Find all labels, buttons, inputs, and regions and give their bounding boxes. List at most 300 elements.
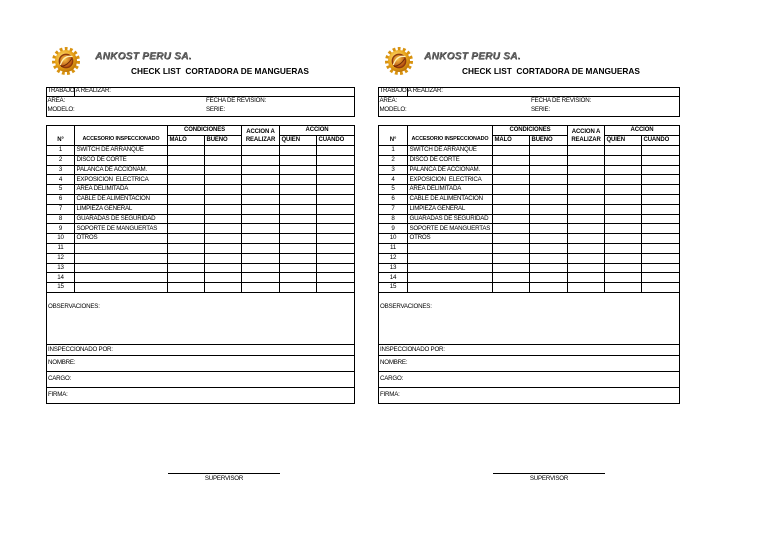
observaciones-label: OBSERVACIONES: [380,303,432,310]
row-item [408,215,493,225]
row-num-text: 12 [389,254,397,262]
cell-malo [493,166,530,176]
cell-malo [493,254,530,264]
cell-malo [168,244,205,254]
company-logo-graphic [49,46,83,76]
row-item [75,254,168,264]
row-num [46,215,75,225]
row-item-text: EXPOSICION ELECTRICA [409,175,482,183]
header-cuando [642,136,680,147]
cell-cuando [317,234,355,244]
cell-accion-realizar [568,273,605,283]
row-num [378,175,408,185]
cell-quien [605,156,642,166]
cell-quien [280,224,317,234]
table-row [378,156,680,166]
inspection-table [46,125,355,293]
table-row [378,224,680,234]
cell-cuando [317,215,355,225]
cell-malo [168,146,205,156]
header-num-text: N° [57,137,64,143]
table-row [46,185,355,195]
nombre-row [46,356,355,372]
cell-cuando [642,273,680,283]
cell-bueno [530,215,568,225]
header-bueno-text: BUENO [206,137,228,144]
row-item [75,185,168,195]
cell-cuando [317,156,355,166]
header-accesorio [75,125,168,146]
row-item-text: SWITCH DE ARRANQUE [409,146,477,154]
cell-cuando [317,195,355,205]
cell-quien [280,244,317,254]
header-quien-text: QUIEN [281,137,300,144]
row-num [46,185,75,195]
table-row [46,264,355,274]
cell-quien [280,166,317,176]
row-num [378,205,408,215]
row-item [75,215,168,225]
row-num [378,166,408,176]
table-row [46,156,355,166]
cell-accion-realizar [568,146,605,156]
row-item [75,234,168,244]
row-num-text: 14 [389,273,397,281]
cell-bueno [205,185,242,195]
row-num-text: 10 [57,234,64,242]
row-item-text: DISCO DE CORTE [409,156,460,164]
cell-quien [280,195,317,205]
row-num-text: 6 [58,195,63,203]
row-num [46,283,75,293]
row-item-text: OTROS [76,234,98,242]
table-row [378,185,680,195]
area-label: AREA: [379,96,397,104]
cell-malo [168,195,205,205]
row-item [408,244,493,254]
cell-bueno [530,195,568,205]
observaciones-box [378,293,680,345]
row-item [408,185,493,195]
supervisor-signature-line [493,473,605,474]
row-num [378,273,408,283]
row-item [408,205,493,215]
row-num-text: 5 [58,185,63,193]
cell-accion-realizar [568,264,605,274]
header-accesorio-text: ACCESORIO INSPECCIONADO [82,136,160,143]
row-item [408,254,493,264]
serie-label: SERIE: [206,106,225,113]
cell-malo [168,185,205,195]
cell-malo [493,283,530,293]
cell-cuando [642,224,680,234]
cell-cuando [642,205,680,215]
cell-malo [493,234,530,244]
table-row [46,166,355,176]
row-item-text: AREA DELIMITADA [409,185,462,193]
cell-malo [493,185,530,195]
company-logo [49,46,83,76]
cell-accion-realizar [568,215,605,225]
table-row [378,146,680,156]
cell-quien [605,215,642,225]
header-accesorio-text: ACCESORIO INSPECCIONADO [411,136,489,143]
header-accion-text: ACCION [630,127,654,134]
observaciones-label: OBSERVACIONES: [48,303,100,310]
header-accion [605,125,680,136]
firma-row [46,388,355,404]
cell-accion-realizar [242,273,280,283]
cell-quien [280,254,317,264]
header-cuando-text: CUANDO [318,137,345,144]
row-num-text: 10 [389,234,397,242]
company-logo-graphic [382,46,416,76]
cell-cuando [642,264,680,274]
row-num-text: 4 [391,175,395,183]
cell-accion-realizar [242,195,280,205]
observaciones-box [46,293,355,345]
row-num-text: 7 [58,205,63,213]
cell-quien [280,273,317,283]
cell-malo [168,175,205,185]
inspeccionado-row [378,345,680,356]
table-row [378,244,680,254]
row-num [46,254,75,264]
row-item-text: PALANCA DE ACCIONAM. [76,165,147,173]
cell-quien [280,264,317,274]
row-num-text: 1 [391,146,395,154]
row-num-text: 8 [391,214,395,222]
row-num-text: 4 [58,175,63,183]
cell-accion-realizar [242,156,280,166]
cell-accion-realizar [242,234,280,244]
row-num [46,264,75,274]
cell-quien [605,166,642,176]
cell-bueno [205,166,242,176]
cell-bueno [205,205,242,215]
table-row [378,273,680,283]
row-item-text: LIMPIEZA GENERAL [76,205,133,213]
header-malo-text: MALO [494,137,512,144]
row-item-text: LIMPIEZA GENERAL [409,205,466,213]
cell-malo [493,175,530,185]
row-item [75,146,168,156]
cell-accion-realizar [568,224,605,234]
inspeccionado-label: INSPECCIONADO POR: [380,345,445,353]
header-quien [605,136,642,147]
cell-cuando [642,244,680,254]
row-item-text: OTROS [409,234,431,242]
row-num [378,264,408,274]
row-item [408,175,493,185]
table-row [378,264,680,274]
cell-accion-realizar [568,283,605,293]
cell-bueno [205,264,242,274]
row-item-text: SOPORTE DE MANGUERTAS [409,224,491,232]
info-box [378,87,680,117]
supervisor-label: SUPERVISOR [529,475,569,482]
cell-malo [168,156,205,166]
cell-bueno [530,273,568,283]
row-num [46,195,75,205]
table-row [46,175,355,185]
cell-bueno [205,195,242,205]
header-condiciones-text: CONDICIONES [183,127,226,134]
cell-quien [280,234,317,244]
header-malo [168,136,205,147]
row-item [75,195,168,205]
header-accion [280,125,355,136]
row-num-text: 14 [57,273,64,281]
cell-malo [493,244,530,254]
cell-bueno [530,205,568,215]
header-accion-text: ACCION [305,127,329,134]
cell-cuando [317,273,355,283]
cell-malo [493,215,530,225]
row-item [75,224,168,234]
cell-malo [493,224,530,234]
row-num [46,224,75,234]
cell-cuando [642,156,680,166]
table-row [46,224,355,234]
cell-cuando [642,185,680,195]
cell-quien [280,283,317,293]
row-num [378,224,408,234]
cell-accion-realizar [242,175,280,185]
cell-quien [280,205,317,215]
header-bueno [205,136,242,147]
header-cuando [317,136,355,147]
cell-bueno [530,146,568,156]
row-num [378,146,408,156]
info-row-divider [47,96,354,97]
cell-accion-realizar [242,283,280,293]
cell-accion-realizar [568,156,605,166]
supervisor-label: SUPERVISOR [204,475,244,482]
cell-quien [280,175,317,185]
header-bueno-text: BUENO [531,137,553,144]
row-num-text: 5 [391,185,395,193]
nombre-row [378,356,680,372]
header-num [46,125,75,146]
cell-accion-realizar [242,264,280,274]
cell-cuando [642,215,680,225]
row-num [46,273,75,283]
inspeccionado-row [46,345,355,356]
cell-cuando [317,264,355,274]
cell-cuando [317,244,355,254]
modelo-label: MODELO: [379,106,407,113]
cell-cuando [317,166,355,176]
trabajo-label: TRABAJO A REALIZAR: [47,87,111,94]
cell-accion-realizar [568,175,605,185]
row-num-text: 2 [391,156,395,164]
row-num-text: 8 [58,214,63,222]
row-item [75,166,168,176]
cell-cuando [642,146,680,156]
table-row [46,146,355,156]
header-accion-realizar [242,125,280,146]
row-num-text: 1 [58,146,63,154]
cell-malo [493,195,530,205]
cell-quien [605,273,642,283]
cell-quien [605,175,642,185]
table-row [378,234,680,244]
cargo-label: CARGO: [380,375,404,383]
cell-bueno [530,283,568,293]
table-row [378,175,680,185]
row-item [408,234,493,244]
info-row-divider [379,96,679,97]
supervisor-signature-line [168,473,280,474]
row-num [378,185,408,195]
row-item [75,156,168,166]
form-title: CHECK LIST CORTADORA DE MANGUERAS [131,66,309,76]
cell-bueno [205,254,242,264]
cell-accion-realizar [568,195,605,205]
cell-malo [168,264,205,274]
firma-label: FIRMA: [48,391,68,399]
row-num [378,156,408,166]
table-row [378,215,680,225]
table-row [378,166,680,176]
cell-malo [493,264,530,274]
info-box [46,87,355,117]
checklist-form-left [46,0,355,543]
header-bueno [530,136,568,147]
row-item-text: CABLE DE ALIMENTACION [76,195,150,203]
row-num-text: 15 [57,283,64,291]
cell-malo [168,205,205,215]
cell-bueno [205,273,242,283]
row-num-text: 9 [391,224,395,232]
table-row [46,205,355,215]
header-cuando-text: CUANDO [643,137,670,144]
modelo-label: MODELO: [47,106,75,113]
header-accesorio [408,125,493,146]
cell-cuando [642,234,680,244]
cell-bueno [205,156,242,166]
cell-cuando [642,254,680,264]
cell-quien [605,205,642,215]
row-num-text: 3 [391,165,395,173]
header-quien [280,136,317,147]
table-row [46,273,355,283]
cell-accion-realizar [568,205,605,215]
header-num-text: N° [389,137,397,143]
header-num [378,125,408,146]
cell-accion-realizar [242,146,280,156]
cell-bueno [205,234,242,244]
checklist-form-right [378,0,680,543]
header-condiciones [493,125,568,136]
row-num [378,195,408,205]
cargo-label: CARGO: [48,375,72,383]
company-name: ANKOST PERU SA. [424,51,521,62]
fecha-revision-label: FECHA DE REVISION: [531,96,591,104]
serie-label: SERIE: [531,106,550,113]
cell-bueno [530,234,568,244]
row-num-text: 7 [391,205,395,213]
row-item [408,146,493,156]
cell-cuando [642,166,680,176]
row-num-text: 13 [57,263,64,271]
row-item [75,175,168,185]
cell-bueno [530,264,568,274]
header-quien-text: QUIEN [606,137,625,144]
cell-malo [493,146,530,156]
nombre-label: NOMBRE: [48,359,76,367]
cell-bueno [530,175,568,185]
cell-cuando [642,283,680,293]
row-item [75,264,168,274]
cell-accion-realizar [242,166,280,176]
row-num [46,166,75,176]
cell-quien [280,215,317,225]
cell-quien [605,185,642,195]
row-num [46,205,75,215]
cell-malo [168,166,205,176]
table-row [46,234,355,244]
row-item-text: CABLE DE ALIMENTACION [409,195,483,203]
cell-bueno [530,254,568,264]
cell-malo [168,215,205,225]
cell-malo [168,254,205,264]
cell-accion-realizar [242,224,280,234]
row-item [408,156,493,166]
row-num-text: 11 [57,244,64,252]
cell-bueno [530,244,568,254]
firma-row [378,388,680,404]
cell-accion-realizar [242,254,280,264]
company-name: ANKOST PERU SA. [95,51,192,62]
header-accion-realizar-line2: REALIZAR [245,136,276,143]
row-item [75,244,168,254]
cell-accion-realizar [568,234,605,244]
cell-quien [280,146,317,156]
cell-bueno [530,224,568,234]
cell-cuando [317,185,355,195]
cell-cuando [317,224,355,234]
row-item-text: PALANCA DE ACCIONAM. [409,165,480,173]
row-num [46,156,75,166]
row-item-text: EXPOSICION ELECTRICA [76,175,149,183]
row-num-text: 2 [58,156,63,164]
cell-accion-realizar [568,185,605,195]
row-item [408,224,493,234]
cell-bueno [530,166,568,176]
header-accion-realizar [568,125,605,146]
cell-cuando [642,195,680,205]
cell-quien [605,254,642,264]
row-item [408,264,493,274]
table-row [46,215,355,225]
table-row [46,283,355,293]
cell-quien [605,244,642,254]
row-item [408,283,493,293]
header-accion-realizar-line1: ACCION A [571,128,601,135]
area-label: AREA: [47,96,65,104]
cell-cuando [317,283,355,293]
cell-quien [280,185,317,195]
cell-malo [493,205,530,215]
form-title: CHECK LIST CORTADORA DE MANGUERAS [462,66,640,76]
row-item-text: GUARADAS DE SEGURIDAD [409,214,489,222]
row-num [46,146,75,156]
row-num-text: 9 [58,224,63,232]
cargo-row [378,372,680,388]
inspection-table [378,125,680,293]
